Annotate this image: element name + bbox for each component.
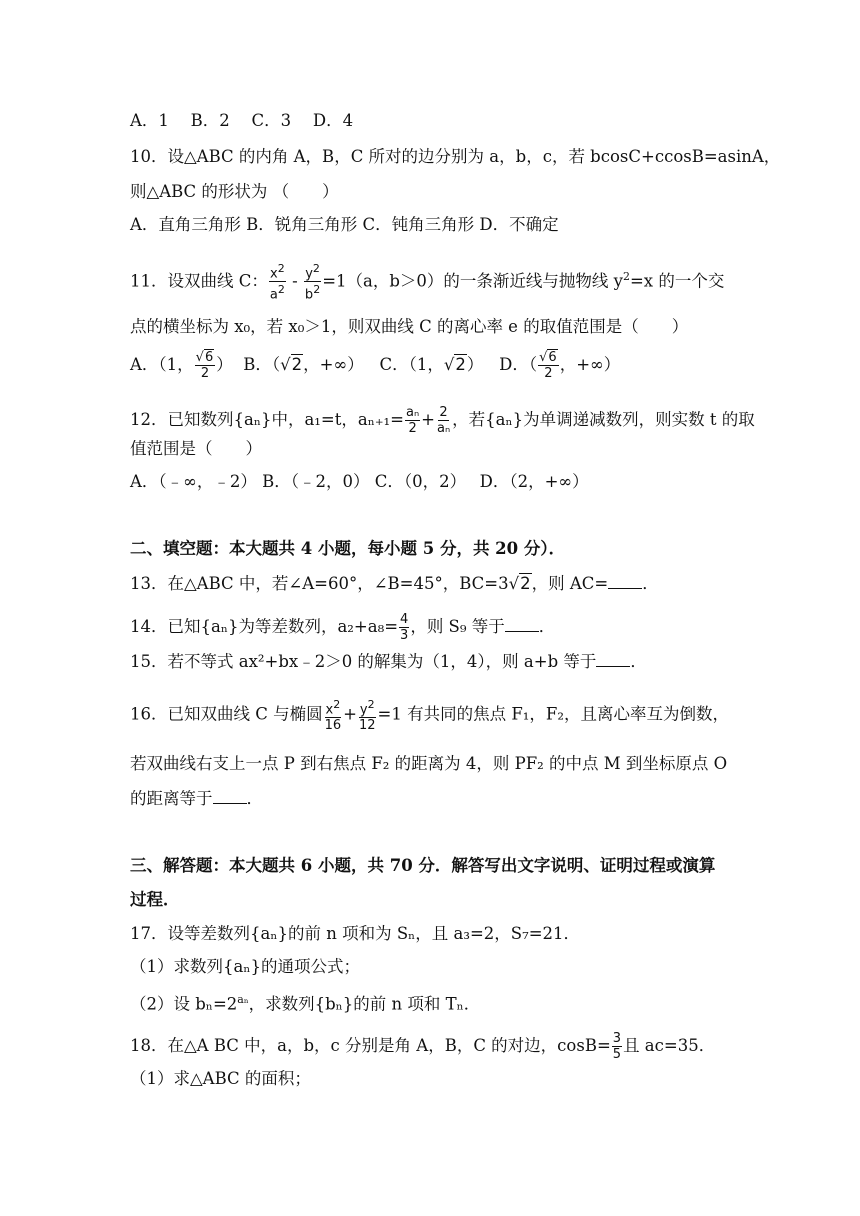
q11-line1: 11．设双曲线 C： $\frac{x^2}{a^2}$ - $\frac{y^2}{b^2}$ =1（a，b＞0）的一条渐近线与抛物线 $y^2=x$ 的一个交 xyxy=(130,262,725,303)
fraction-an-over-2: $\frac{\text{aₙ}}{2}$ xyxy=(406,405,420,436)
q11-line2: 点的横坐标为 x₀，若 x₀＞1，则双曲线 C 的离心率 e 的取值范围是（ ） xyxy=(130,317,689,336)
fraction-sqrt6-over-2: $\frac{√6}{2}$ xyxy=(195,350,214,381)
q18-part1: （1）求△ABC 的面积； xyxy=(130,1069,311,1088)
answer-blank xyxy=(608,574,642,589)
q18-line1: 18．在△A BC 中，a，b，c 分别是角 A，B，C 的对边，cosB= $\frac{3}{5}$ 且 ac=35． xyxy=(130,1031,716,1062)
q12-line1: 12．已知数列{aₙ}中，a₁=t，aₙ₊₁= $\frac{\text{aₙ}}{2}$ + $\frac{2}{\text{aₙ}}$ ，若{aₙ}为单调递减数列，则实数 t 的取 xyxy=(130,405,755,436)
section-solution-heading-line2: 过程． xyxy=(130,890,180,909)
answer-blank xyxy=(213,789,247,804)
q15: 15．若不等式 ax²+bx﹣2＞0 的解集为（1，4），则 a+b 等于 ． xyxy=(130,652,647,671)
q16-line3: 的距离等于 ． xyxy=(130,789,263,808)
q17-part2: （2）设 $b_n=2^{a_n}$，求数列{bₙ}的前 n 项和 Tₙ． xyxy=(130,993,481,1014)
sqrt-2: √2 xyxy=(443,355,466,374)
fraction-sqrt6-over-2: $\frac{√6}{2}$ xyxy=(539,350,557,381)
fraction-x2-a2: $\frac{x^2}{a^2}$ xyxy=(269,262,285,303)
section-fill-in-heading: 二、填空题：本大题共 4 小题，每小题 5 分，共 20 分）． xyxy=(130,539,566,558)
q9-options: A．1 B．2 C．3 D．4 xyxy=(130,111,354,130)
fraction-y2-b2: $\frac{y^2}{b^2}$ xyxy=(304,262,321,303)
fraction-y2-over-12: $\frac{y^2}{12}$ xyxy=(359,698,376,734)
q17-part1: （1）求数列{aₙ}的通项公式； xyxy=(130,957,360,976)
answer-blank xyxy=(505,617,539,632)
sqrt-2: √2 xyxy=(508,574,531,593)
fraction-x2-over-16: $\frac{x^2}{16}$ xyxy=(324,698,342,734)
fraction-2-over-an: $\frac{2}{\text{aₙ}}$ xyxy=(436,405,451,436)
q11-options: A．（1， $\frac{√6}{2}$ ） B．（√2，+∞） C．（1，√2） D．（ $\frac{√6}{2}$ ，+∞） xyxy=(130,350,621,381)
fraction-3-over-5: $\frac{3}{5}$ xyxy=(612,1031,622,1062)
q13: 13．在△ABC 中，若∠A=60°，∠B=45°，BC=3√2，则 AC= ． xyxy=(130,574,659,593)
q12-line2: 值范围是（ ） xyxy=(130,439,262,458)
q10-line1: 10．设△ABC 的内角 A，B，C 所对的边分别为 a，b，c，若 bcosC+ccosB=asinA， xyxy=(130,147,781,166)
section-solution-heading-line1: 三、解答题：本大题共 6 小题，共 70 分．解答写出文字说明、证明过程或演算 xyxy=(130,856,716,875)
sqrt-2: √2 xyxy=(280,355,303,374)
q16-line1: 16．已知双曲线 C 与椭圆 $\frac{x^2}{16}$ + $\frac{y^2}{12}$ =1 有共同的焦点 F₁，F₂，且离心率互为倒数， xyxy=(130,698,729,734)
answer-blank xyxy=(596,652,630,667)
q12-options: A．（﹣∞，﹣2） B．（﹣2，0） C．（0，2） D．（2，+∞） xyxy=(130,472,589,491)
q10-line2: 则△ABC 的形状为 （ ） xyxy=(130,182,339,201)
fraction-4-over-3: $\frac{4}{3}$ xyxy=(400,612,409,643)
q17-line1: 17．设等差数列{aₙ}的前 n 项和为 Sₙ，且 a₃=2，S₇=21． xyxy=(130,924,581,943)
q14: 14．已知{aₙ}为等差数列，a₂+a₈= $\frac{4}{3}$ ，则 S₉ 等于 ． xyxy=(130,612,556,643)
q16-line2: 若双曲线右支上一点 P 到右焦点 F₂ 的距离为 4，则 PF₂ 的中点 M 到坐标原点 O xyxy=(130,754,728,773)
q10-options: A．直角三角形 B．锐角三角形 C．钝角三角形 D．不确定 xyxy=(130,215,559,234)
